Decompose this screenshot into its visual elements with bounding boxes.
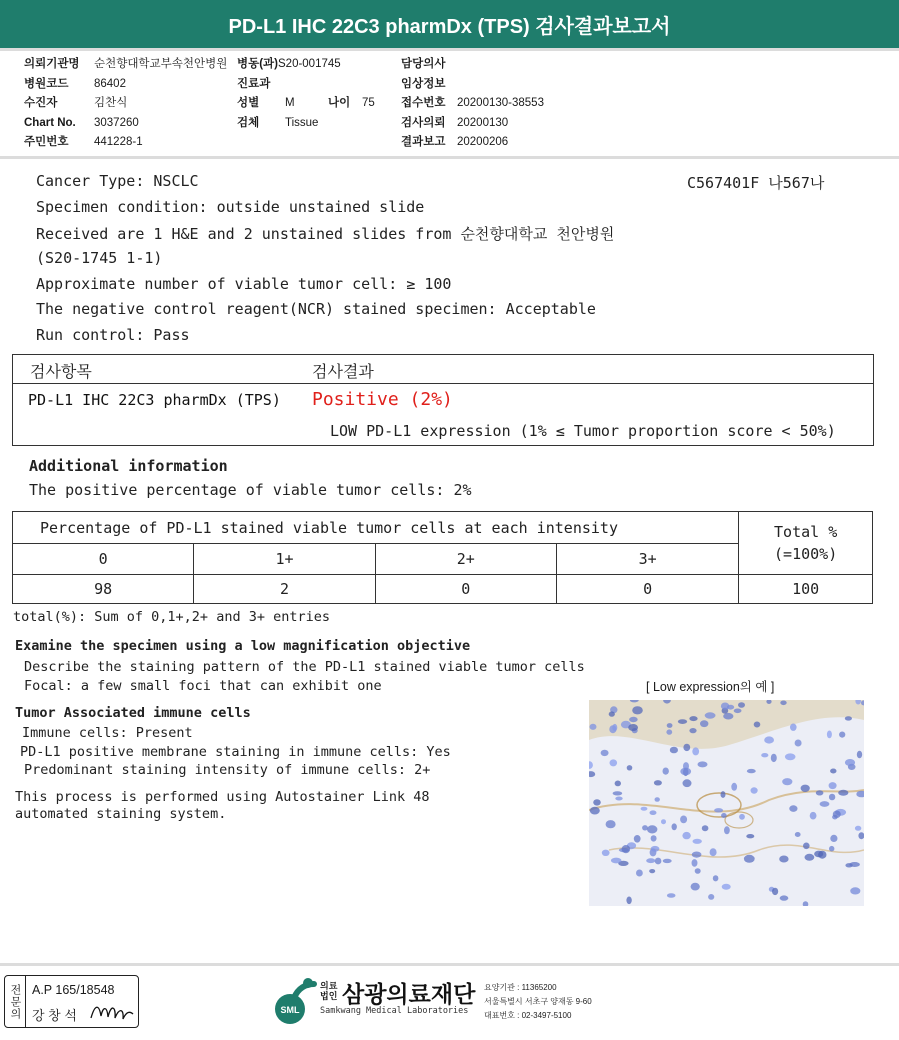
report-date-value: 20200206 xyxy=(457,136,509,148)
nucleus xyxy=(606,820,616,828)
process-line1: This process is performed using Autostainer Link 48 xyxy=(15,789,430,805)
age-label: 나이 xyxy=(328,97,351,109)
ncr-statement: The negative control reagent(NCR) stained specimen: Acceptable xyxy=(36,300,596,318)
nucleus xyxy=(708,894,714,900)
nucleus xyxy=(627,765,633,770)
resident-no-label: 주민번호 xyxy=(24,136,69,148)
total-header-line1: Total % xyxy=(774,523,838,541)
stamp-side-label: 전문의 xyxy=(9,983,21,1020)
nucleus xyxy=(805,854,815,861)
header-col2 xyxy=(237,55,375,133)
nucleus xyxy=(803,843,810,850)
org-name: 삼광의료재단 xyxy=(342,981,476,1007)
org-english-name: Samkwang Medical Laboratories xyxy=(320,1006,469,1016)
intensity-total: 100 xyxy=(739,575,873,604)
org-prefix xyxy=(320,981,337,1001)
nucleus xyxy=(646,858,655,863)
nucleus xyxy=(723,713,733,720)
nucleus xyxy=(780,701,786,706)
nucleus xyxy=(692,852,702,858)
org-info-phone: 대표번호 : 02-3497-5100 xyxy=(484,1011,572,1020)
nucleus xyxy=(814,851,823,858)
intensity-table xyxy=(12,511,873,604)
nucleus xyxy=(611,858,622,864)
nucleus xyxy=(689,716,697,721)
examine-line2: Focal: a few small foci that can exhibit one xyxy=(24,678,382,694)
process-line2: automated staining system. xyxy=(15,806,227,822)
nucleus xyxy=(705,712,716,718)
nucleus xyxy=(810,812,817,820)
sex-label: 성별 xyxy=(237,97,260,109)
nucleus xyxy=(651,835,657,841)
specimen-value: Tissue xyxy=(285,116,319,129)
pathologist-stamp xyxy=(4,975,139,1028)
nucleus xyxy=(610,759,618,766)
stamp-side xyxy=(5,976,26,1027)
org-prefix-1: 의료 xyxy=(320,981,338,991)
nucleus xyxy=(838,790,848,796)
nucleus xyxy=(680,768,691,776)
sex-value: M xyxy=(285,97,295,109)
nucleus xyxy=(692,747,699,755)
examine-heading: Examine the specimen using a low magnification objective xyxy=(15,638,471,654)
specimen-label: 검체 xyxy=(237,116,260,129)
immune-line1: Immune cells: Present xyxy=(22,725,193,741)
chart-no-value: 3037260 xyxy=(94,116,139,129)
intensity-col-2plus: 2+ xyxy=(375,544,556,575)
nucleus xyxy=(692,859,698,867)
nucleus xyxy=(683,779,692,787)
chart-no-label: Chart No. xyxy=(24,116,76,129)
header-col1 xyxy=(24,55,227,153)
nucleus xyxy=(672,823,677,830)
nucleus xyxy=(642,825,648,830)
nucleus xyxy=(601,750,609,756)
nucleus xyxy=(782,778,792,785)
age-value: 75 xyxy=(362,97,375,109)
test-item: PD-L1 IHC 22C3 pharmDx (TPS) xyxy=(28,391,281,409)
image-caption: [ Low expression의 예 ] xyxy=(646,680,775,694)
nucleus xyxy=(612,724,617,731)
nucleus xyxy=(691,883,700,891)
nucleus xyxy=(731,783,737,791)
nucleus xyxy=(739,814,745,820)
nucleus xyxy=(857,751,862,758)
specimen-code: C567401F 나567나 xyxy=(687,174,825,192)
nucleus xyxy=(626,897,631,905)
nucleus xyxy=(683,744,690,751)
immune-heading: Tumor Associated immune cells xyxy=(15,705,251,721)
nucleus xyxy=(667,723,673,728)
result-header: 검사결과 xyxy=(312,362,374,381)
intensity-table-header: Percentage of PD-L1 stained viable tumor cells at each intensity xyxy=(13,512,739,544)
nucleus xyxy=(647,825,657,833)
intensity-col-0: 0 xyxy=(13,544,194,575)
nucleus xyxy=(661,819,666,824)
nucleus xyxy=(622,845,631,853)
nucleus xyxy=(764,736,774,743)
nucleus xyxy=(650,810,657,815)
nucleus xyxy=(744,855,755,863)
nucleus xyxy=(670,747,678,754)
nucleus xyxy=(795,740,802,747)
nucleus xyxy=(663,768,669,775)
request-date-label: 검사의뢰 xyxy=(401,116,446,129)
nucleus xyxy=(724,826,730,834)
received-slides: Received are 1 H&E and 2 unstained slides from 순천향대학교 천안병원 xyxy=(36,225,615,243)
nucleus xyxy=(839,732,845,738)
hospital-code-value: 86402 xyxy=(94,77,126,90)
histology-svg xyxy=(589,700,864,906)
org-info xyxy=(484,981,592,1023)
receipt-no-value: 20200130-38553 xyxy=(457,97,544,109)
intensity-value-0: 98 xyxy=(13,575,194,604)
total-note: total(%): Sum of 0,1+,2+ and 3+ entries xyxy=(13,609,330,625)
institution-label: 의뢰기관명 xyxy=(24,58,80,70)
clinical-info-label: 임상정보 xyxy=(401,77,446,90)
nucleus xyxy=(634,835,641,843)
nucleus xyxy=(785,753,796,760)
nucleus xyxy=(615,781,621,787)
nucleus xyxy=(695,868,701,874)
nucleus xyxy=(850,887,860,894)
nucleus xyxy=(702,825,709,831)
nucleus xyxy=(641,807,648,811)
intensity-col-1plus: 1+ xyxy=(194,544,375,575)
nucleus xyxy=(721,791,726,798)
examine-line1: Describe the staining pattern of the PD-L1 stained viable tumor cells xyxy=(24,659,585,675)
nucleus xyxy=(682,832,690,839)
nucleus xyxy=(689,728,696,733)
nucleus xyxy=(628,724,638,731)
nucleus xyxy=(734,709,742,714)
footer-rule xyxy=(0,963,899,966)
nucleus xyxy=(710,848,717,856)
nucleus xyxy=(761,753,768,757)
title-rule xyxy=(0,48,899,51)
nucleus xyxy=(829,782,837,789)
institution-value: 순천향대학교부속천안병원 xyxy=(94,58,228,70)
nucleus xyxy=(820,801,830,807)
sml-logo-text: SML xyxy=(280,1005,300,1015)
viable-tumor-cells: Approximate number of viable tumor cell: ≥ 100 xyxy=(36,275,452,293)
nucleus xyxy=(713,875,719,881)
cancer-type: Cancer Type: NSCLC xyxy=(36,172,199,190)
nucleus xyxy=(829,846,834,852)
nucleus xyxy=(772,888,778,895)
result-value: Positive (2%) xyxy=(312,389,453,410)
request-date-value: 20200130 xyxy=(457,116,509,129)
nucleus xyxy=(829,794,835,801)
nucleus xyxy=(629,717,638,722)
patient-label: 수진자 xyxy=(24,97,58,109)
nucleus xyxy=(609,711,615,716)
nucleus xyxy=(678,719,687,724)
report-title: PD-L1 IHC 22C3 pharmDx (TPS) 검사결과보고서 xyxy=(0,0,899,48)
org-prefix-2: 법인 xyxy=(320,991,338,1001)
nucleus xyxy=(590,724,597,730)
nucleus xyxy=(615,797,622,801)
immune-line3: Predominant staining intensity of immune cells: 2+ xyxy=(24,762,431,778)
nucleus xyxy=(779,856,788,863)
header-col3 xyxy=(401,55,544,153)
nucleus xyxy=(751,787,758,793)
nucleus xyxy=(845,759,855,766)
nucleus xyxy=(651,846,660,852)
header-rule xyxy=(0,156,899,159)
nucleus xyxy=(849,862,860,867)
nucleus xyxy=(590,807,600,815)
specimen-condition: Specimen condition: outside unstained slide xyxy=(36,198,425,216)
intensity-col-3plus: 3+ xyxy=(556,544,738,575)
intensity-value-2plus: 0 xyxy=(375,575,556,604)
report-date-label: 결과보고 xyxy=(401,136,446,148)
nucleus xyxy=(830,769,836,774)
intensity-value-1plus: 2 xyxy=(194,575,375,604)
nucleus xyxy=(632,706,643,714)
nucleus xyxy=(754,722,761,728)
nucleus xyxy=(593,799,601,805)
ward-value: S20-001745 xyxy=(278,58,341,70)
additional-heading: Additional information xyxy=(29,457,228,475)
nucleus xyxy=(721,813,727,818)
sml-logo-icon xyxy=(270,976,320,1026)
nucleus xyxy=(693,839,702,844)
hospital-code-label: 병원코드 xyxy=(24,77,69,90)
nucleus xyxy=(698,761,708,767)
org-info-code: 요양기관 : 11365200 xyxy=(484,983,557,992)
nucleus xyxy=(747,769,756,773)
nucleus xyxy=(714,808,723,812)
doctor-label: 담당의사 xyxy=(401,58,446,70)
nucleus xyxy=(649,869,655,873)
nucleus xyxy=(833,811,841,818)
nucleus xyxy=(721,703,729,710)
nucleus xyxy=(722,884,731,890)
nucleus xyxy=(654,780,662,785)
nucleus xyxy=(830,835,837,842)
patient-value: 김찬식 xyxy=(94,97,128,109)
resident-no-value: 441228-1 xyxy=(94,136,143,148)
result-box xyxy=(12,354,874,446)
nucleus xyxy=(789,805,797,812)
nucleus xyxy=(667,893,676,898)
total-header-line2: (=100%) xyxy=(774,545,838,563)
low-expression-histology-image xyxy=(589,700,864,906)
nucleus xyxy=(795,832,801,837)
nucleus xyxy=(655,797,660,802)
result-divider xyxy=(13,383,873,384)
nucleus xyxy=(680,816,687,824)
slide-id: (S20-1745 1-1) xyxy=(36,249,163,267)
total-header xyxy=(739,512,873,575)
nucleus xyxy=(780,895,789,900)
physician-name: 강 창 석 xyxy=(32,1008,77,1023)
nucleus xyxy=(663,859,672,863)
expression-level: LOW PD-L1 expression (1% ≤ Tumor proportion score < 50%) xyxy=(330,422,836,440)
item-header: 검사항목 xyxy=(30,362,92,381)
nucleus xyxy=(827,731,832,739)
nucleus xyxy=(655,858,662,865)
nucleus xyxy=(666,729,672,734)
nucleus xyxy=(855,826,861,831)
nucleus xyxy=(771,754,777,762)
physician-signature xyxy=(89,1000,135,1024)
receipt-no-label: 접수번호 xyxy=(401,97,446,109)
nucleus xyxy=(746,834,754,838)
intensity-value-3plus: 0 xyxy=(556,575,738,604)
nucleus xyxy=(816,790,824,795)
nucleus xyxy=(613,791,623,795)
nucleus xyxy=(700,720,708,727)
nucleus xyxy=(738,702,745,708)
nucleus xyxy=(801,785,810,792)
nucleus xyxy=(636,870,643,877)
org-info-address: 서울특별시 서초구 양재동 9-60 xyxy=(484,997,592,1006)
license-number: A.P 165/18548 xyxy=(32,983,115,997)
nucleus xyxy=(602,850,610,856)
additional-text: The positive percentage of viable tumor cells: 2% xyxy=(29,481,472,499)
department-label: 진료과 xyxy=(237,77,271,90)
immune-line2: PD-L1 positive membrane staining in immune cells: Yes xyxy=(20,744,451,760)
nucleus xyxy=(790,724,797,731)
run-control: Run control: Pass xyxy=(36,326,190,344)
nucleus xyxy=(845,716,852,720)
ward-label: 병동(과) xyxy=(237,58,278,70)
